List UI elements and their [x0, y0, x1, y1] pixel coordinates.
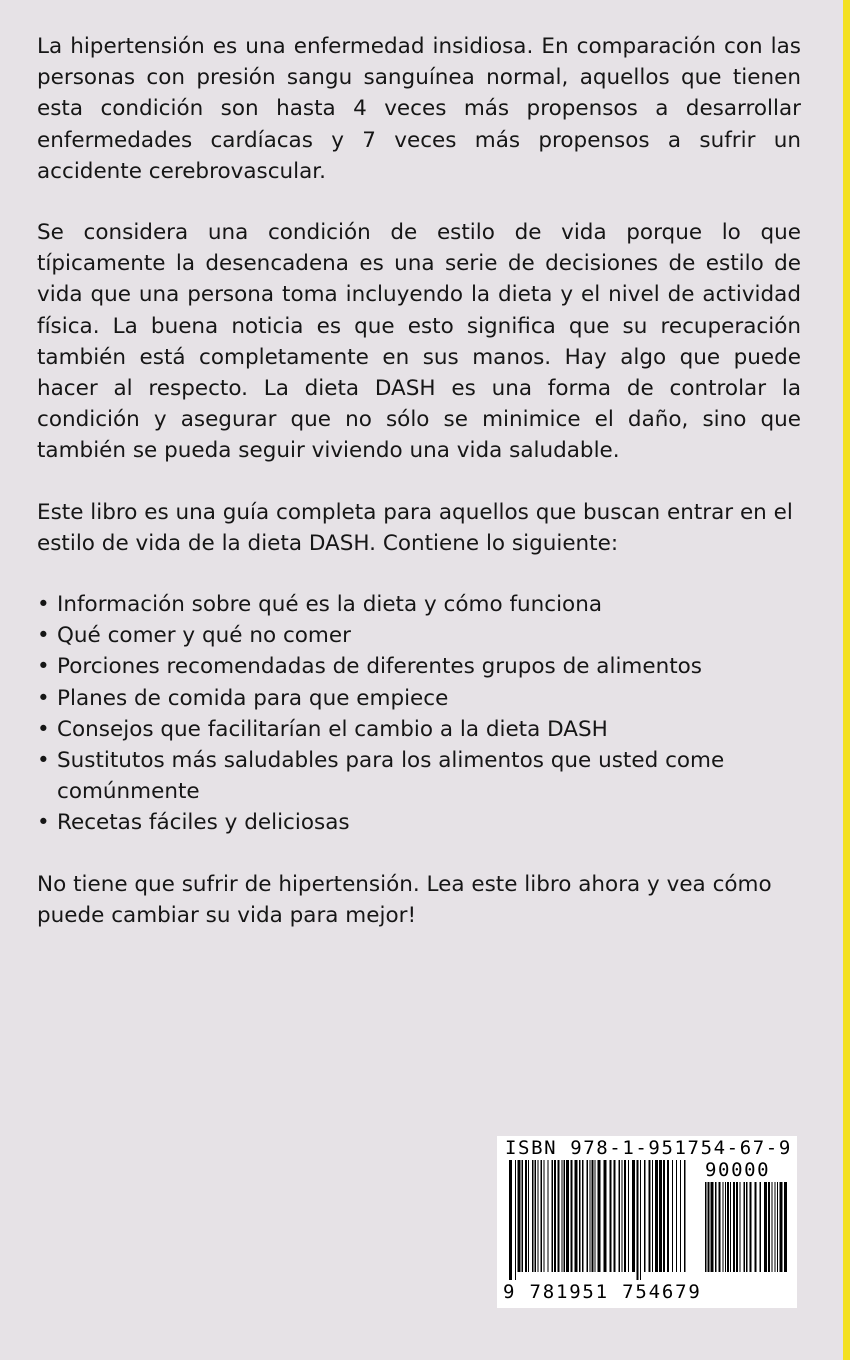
barcode-bar	[727, 1182, 729, 1272]
barcode-bar	[528, 1160, 529, 1272]
barcode-bar	[725, 1182, 726, 1272]
barcode-bar	[775, 1182, 776, 1272]
barcode-bar	[684, 1160, 686, 1272]
barcode-bar	[595, 1160, 596, 1272]
intro-paragraph: La hipertensión es una enfermedad insidiosa. En comparación con las personas con presión sangu sanguínea normal, aquellos que tienen esta condición son hasta 4 veces más propensos a desarrollar enfermedades cardíacas y 7 veces más propensos a sufrir un accidente cerebrovascular.	[37, 34, 801, 184]
list-item: • Porciones recomendadas de diferentes grupos de alimentos	[37, 651, 801, 682]
barcode-bar	[579, 1160, 581, 1272]
barcode-bar	[619, 1160, 621, 1272]
barcode-bar	[736, 1182, 738, 1272]
list-item: • Consejos que facilitarían el cambio a la dieta DASH	[37, 714, 801, 745]
barcode-bar	[715, 1182, 717, 1272]
barcode-bar	[525, 1160, 527, 1272]
barcode-bar	[744, 1182, 746, 1272]
barcode-bar	[655, 1160, 658, 1272]
barcode-bar	[777, 1182, 778, 1272]
barcode-bar	[532, 1160, 534, 1272]
list-item: • Sustitutos más saludables para los alimentos que usted come comúnmente	[37, 745, 801, 807]
price-addon-digits: 90000	[705, 1159, 771, 1181]
barcode-bar	[564, 1160, 566, 1272]
ean-digits: 9 781951 754679	[503, 1281, 702, 1303]
barcode-bar	[740, 1182, 741, 1272]
list-item: • Información sobre qué es la dieta y cómo funciona	[37, 589, 801, 620]
barcode-bar	[663, 1160, 665, 1272]
barcode-bar	[667, 1160, 669, 1272]
barcode-bar	[590, 1160, 591, 1272]
barcode-bar	[632, 1160, 635, 1272]
barcode-bar	[604, 1160, 607, 1272]
barcode-bar	[598, 1160, 601, 1272]
barcode-bar	[768, 1182, 770, 1272]
barcode-bar	[746, 1182, 748, 1272]
barcode-bar	[575, 1160, 578, 1272]
list-item: • Recetas fáciles y deliciosas	[37, 807, 801, 838]
barcode-bar	[587, 1160, 589, 1272]
barcode-bar	[672, 1160, 673, 1272]
barcode-bar	[552, 1160, 554, 1272]
barcode-bar	[705, 1182, 707, 1272]
barcode-bar	[610, 1160, 612, 1272]
barcode-bar	[544, 1160, 545, 1272]
contents-intro-paragraph: Este libro es una guía completa para aquellos que buscan entrar en el estilo de vida de la dieta DASH. Contiene lo siguiente:	[37, 499, 793, 556]
barcode-bar	[772, 1182, 773, 1272]
barcode-bar	[624, 1160, 626, 1272]
barcode-bar	[676, 1160, 677, 1272]
lifestyle-paragraph: Se considera una condición de estilo de vida porque lo que típicamente la desencadena es una serie de decisiones de estilo de vida que una persona toma incluyendo la dieta y el nivel de actividad física. La buena noticia es que esto significa que su recuperación también está completamente en sus manos. Hay algo que puede hacer al respecto. La dieta DASH es una forma de controlar la condición y asegurar que no sólo se minimice el daño, sino que también se pueda seguir viviendo una vida saludable.	[37, 220, 801, 464]
isbn-label: ISBN 978-1-951754-67-9	[505, 1137, 792, 1159]
barcode-bar	[750, 1182, 752, 1272]
addon-barcode-bars	[705, 1182, 789, 1280]
barcode-bar	[562, 1160, 563, 1272]
barcode-bar	[680, 1160, 681, 1272]
barcode-bar	[730, 1182, 731, 1272]
barcode-bar	[755, 1182, 757, 1272]
barcode-bar	[640, 1160, 641, 1280]
barcode-bar	[784, 1182, 787, 1272]
blurb-text	[37, 31, 801, 961]
barcode-bar	[538, 1160, 539, 1272]
barcode-bar	[518, 1160, 521, 1272]
barcode-bar	[592, 1160, 594, 1272]
closing-paragraph: No tiene que sufrir de hipertensión. Lea este libro ahora y vea cómo puede cambiar su vida para mejor!	[37, 871, 772, 928]
barcode-bar	[509, 1160, 512, 1280]
barcode-bar	[548, 1160, 549, 1272]
barcode-bar	[711, 1182, 714, 1272]
barcode-bar	[719, 1182, 721, 1272]
contents-list	[37, 589, 801, 839]
barcode-bar	[708, 1182, 710, 1272]
barcode-bar	[554, 1160, 556, 1272]
spine-accent-stripe	[843, 0, 850, 1360]
barcode-bar	[723, 1182, 724, 1272]
barcode-bar	[733, 1182, 735, 1272]
barcode-bar	[637, 1160, 639, 1280]
barcode-bar	[652, 1160, 653, 1272]
barcode-bar	[614, 1160, 616, 1272]
barcode-bar	[628, 1160, 629, 1272]
barcode-bar	[566, 1160, 569, 1272]
ean-barcode-bars	[509, 1160, 691, 1280]
isbn-barcode	[497, 1136, 797, 1308]
barcode-bar	[558, 1160, 560, 1272]
list-item: • Qué comer y qué no comer	[37, 620, 801, 651]
barcode-bar	[515, 1160, 516, 1280]
barcode-bar	[535, 1160, 537, 1272]
list-item: • Planes de comida para que empiece	[37, 683, 801, 714]
barcode-bar	[760, 1182, 762, 1272]
barcode-bar	[582, 1160, 584, 1272]
barcode-bar	[541, 1160, 543, 1272]
barcode-bar	[522, 1160, 524, 1272]
barcode-bar	[571, 1160, 573, 1272]
barcode-bar	[764, 1182, 767, 1272]
barcode-bar	[659, 1160, 662, 1272]
barcode-bar	[780, 1182, 783, 1272]
barcode-bar	[649, 1160, 651, 1272]
barcode-bar	[622, 1160, 623, 1272]
barcode-bar	[644, 1160, 646, 1272]
